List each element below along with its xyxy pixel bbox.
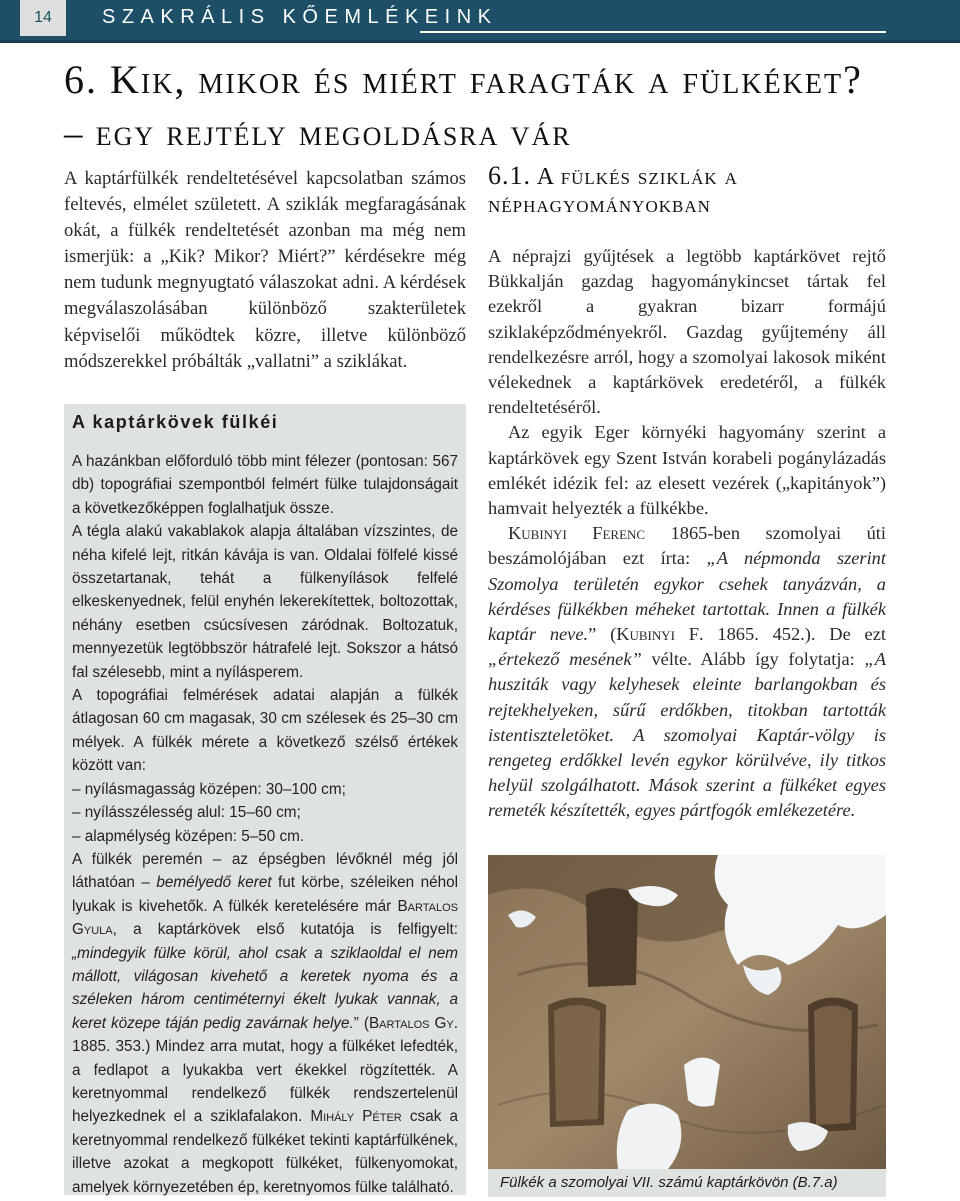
emphasis: bemélyedő keret: [156, 874, 272, 892]
chapter-title-line1: 6. Kik, mikor és miért faragták a fülkéket?: [64, 57, 863, 102]
author-name: Mihály Péter: [310, 1108, 402, 1126]
running-title: SZAKRÁLIS KŐEMLÉKEINK: [102, 6, 498, 28]
text-run: . 1865. 452.). De ezt: [699, 624, 886, 645]
text-run: . 1885. 353.) Mindez arra mutat, hogy a fülkéket lefedték, a fedlapot a lyukakba vert ékekkel rögzítették. A keretnyommal rendelkező fülkék rendszertelenül helyezkednek el a sziklafalakon.: [72, 1014, 458, 1126]
info-box-paragraph: A tégla alakú vakablakok alapja általában vízszintes, de néha kifelé lejt, ritkán kávája is van. Oldalai fölfelé kissé összetartanak, tehát a fülkenyílások felfelé elkeskenyednek, felül enyhén lekerekítettek, boltozottak, néhány esetben csúcsívesen záródnak. Boltozatuk, mennyezetük legtöbbször hátrafelé lejt. Sokszor a hátsó fal szélesebb, mint a nyílásperem.: [72, 523, 458, 681]
info-box-heading: A kaptárkövek fülkéi: [72, 412, 279, 432]
right-column-text: [488, 244, 886, 824]
emphasis: „értekező mesének”: [488, 649, 642, 670]
info-box-paragraph: A topográfiai felmérések adatai alapján a fülkék átlagosan 60 cm magasak, 30 cm szélesek és 25–30 cm mélyek. A fülkék mérete a következő szélső értékek között van:: [72, 687, 458, 775]
author-name: Kubinyi Ferenc: [508, 523, 646, 544]
body-paragraph: [488, 521, 886, 823]
info-box-body: [72, 450, 458, 1199]
text-run: A fülkék peremén – az épségben lévőknél még jól láthatóan –: [72, 850, 458, 892]
rock-illustration: [488, 855, 886, 1169]
photo-rock-niches: [488, 855, 886, 1169]
photo-caption: Fülkék a szomolyai VII. számú kaptárkövön (B.7.a): [488, 1169, 886, 1197]
section-title: A fülkés sziklák a néphagyományokban: [488, 164, 738, 218]
text-run: csak a keretnyommal rendelkező fülkéket tekinti kaptárfülkének, illetve azokat a megkopott fülkéket, fülkenyomokat, amelyek környezetében ép, keretnyomos fülke található.: [72, 1108, 458, 1196]
quotation: „mindegyik fülke körül, ahol csak a sziklaoldal el nem mállott, világosan kivehető a keretek nyoma és a széleken három centiméternyi ékelt lyukak vannak, a keret közepe táján pedig zavárnak helye.: [72, 944, 458, 1032]
quotation: „A népmonda szerint Szomolya területén egykor csehek tanyázván, a kérdéses fülkékben méheket tartottak. Innen a fülkék kaptár neve.: [488, 548, 886, 645]
info-box-paragraph: A hazánkban előforduló több mint félezer (pontosan: 567 db) topográfiai szempontból felmért fülke tulajdonságait a következőképpen foglalhatjuk össze.: [72, 453, 458, 517]
header-rule: [420, 31, 886, 33]
intro-paragraph: A kaptárfülkék rendeltetésével kapcsolatban számos feltevés, elmélet született. A sziklák megfaragásának okát, a fülkék rendeltetését azonban ma még nem ismerjük: a „Kik? Mikor? Miért?” kérdésekre még nem tudunk megnyugtató válaszokat adni. A kérdések megválaszolásában különböző szakterületek képviselői működtek közre, illetve különböző módszerekkel próbálták „vallatni” a sziklákat.: [64, 168, 466, 372]
author-name: Bartalos Gyula: [72, 897, 458, 939]
reference-author: Kubinyi F: [616, 624, 700, 645]
list-item: – nyílásszélesség alul: 15–60 cm;: [72, 804, 301, 822]
info-box: [64, 404, 466, 1195]
text-run: ” (: [588, 624, 617, 645]
info-box-paragraph: [72, 848, 458, 1199]
niche-right-inner: [814, 1006, 852, 1126]
text-run: 1865-ben szomolyai úti beszámolójában ezt írta:: [488, 523, 886, 569]
chapter-title-line2: – egy rejtély megoldásra vár: [64, 113, 572, 154]
section-heading: [488, 162, 908, 219]
niche-left-top: [586, 888, 638, 987]
header-band: [0, 0, 960, 43]
body-paragraph: A néprajzi gyűjtések a legtöbb kaptárkövet rejtő Bükkalján gazdag hagyománykincset tártak fel ezekről a gyakran bizarr formájú sziklaképződményekről. Gazdag gyűjtemény áll rendelkezésre arról, hogy a szomolyai lakosok miként vélekednek a kaptárkövek eredetéről, a fülkék rendeltetéséről.: [488, 246, 886, 418]
body-paragraph: Az egyik Eger környéki hagyomány szerint a kaptárkövek egy Szent István korabeli pogánylázadás emlékét idézik fel: az elesett vezérek („kapitányok”) hamvait helyezték a fülkékbe.: [488, 422, 886, 519]
text-run: vélte. Alább így folytatja:: [651, 649, 855, 670]
text-run: fut körbe, széleiken néhol lyukak is kivehetők. A fülkék keretelésére már: [72, 874, 459, 915]
list-item: – alapmélység középen: 5–50 cm.: [72, 827, 305, 845]
text-run: , a kaptárkövek első kutatója is felfigyelt:: [112, 921, 458, 939]
section-number: 6.1.: [488, 161, 531, 190]
quotation: „A husziták vagy kelyhesek eleinte barlangokban és rejtekhelyeken, sűrű erdőkben, titokban tartották istentiszteletöket. A szomolyai Kaptár-völgy is rengeteg erdőkkel levén egykor körülvéve, ily titkos helyül szolgálhatott. Mások szerint a fülkéket egyes remeték készítették, egyes pártfogók emlékezetére.: [488, 649, 886, 821]
reference-author: Bartalos Gy: [368, 1014, 454, 1032]
snow-patch: [684, 1058, 720, 1107]
text-run: ” (: [353, 1014, 369, 1032]
list-item: – nyílásmagasság középen: 30–100 cm;: [72, 780, 346, 798]
snow-patch: [617, 1104, 682, 1169]
page-number: 14: [20, 0, 66, 36]
niche-left-inner: [554, 1005, 600, 1121]
